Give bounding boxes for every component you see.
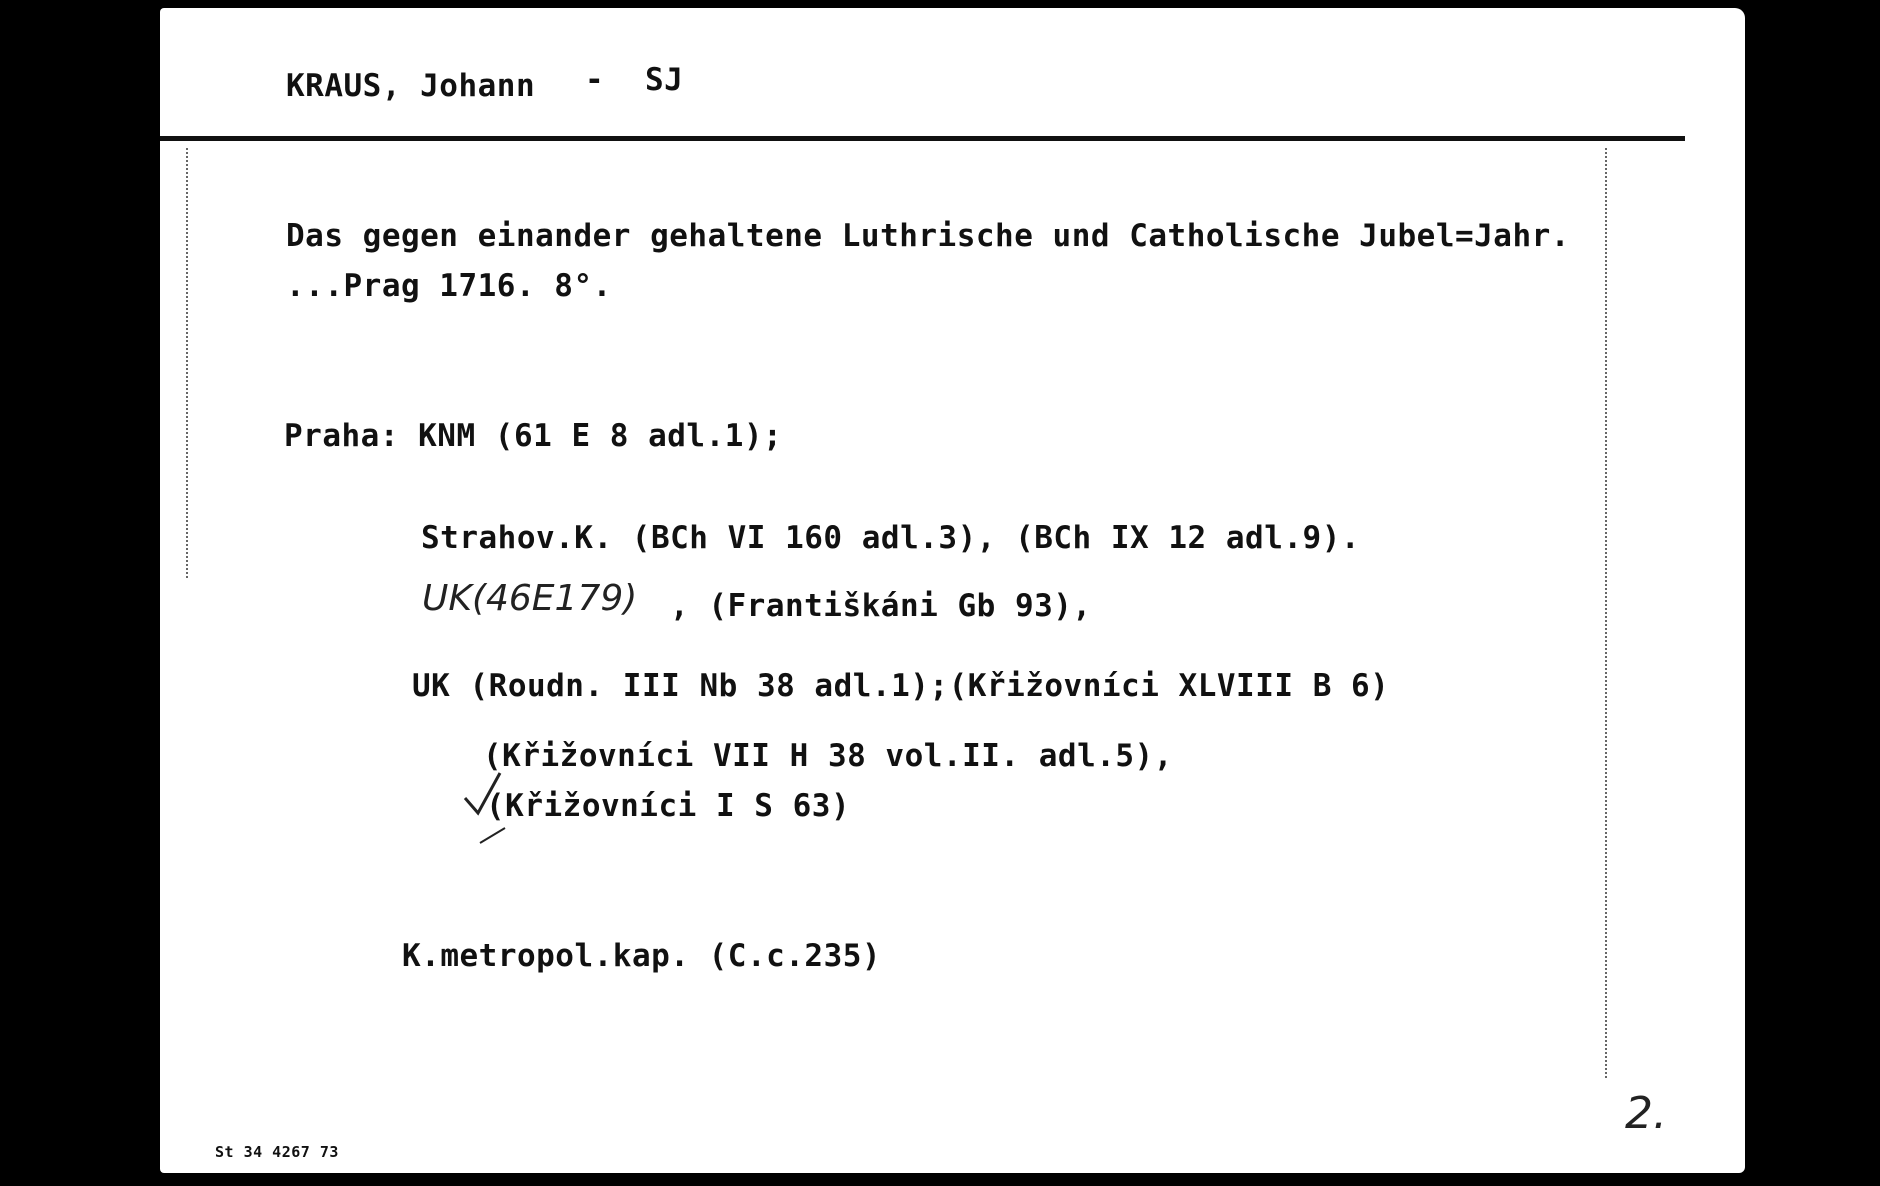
title-line-2: ...Prag 1716. 8°.: [286, 268, 612, 304]
order-label: SJ: [645, 62, 684, 98]
catalog-card: [160, 8, 1745, 1173]
holdings-metropol: K.metropol.kap. (C.c.235): [402, 938, 882, 974]
holdings-krizovnici-2: (Křižovníci I S 63): [486, 788, 851, 824]
holdings-praha: Praha: KNM (61 E 8 adl.1);: [284, 418, 783, 454]
title-line-1: Das gegen einander gehaltene Luthrische und Catholische Jubel=Jahr.: [286, 218, 1570, 254]
footer-code: St 34 4267 73: [215, 1143, 339, 1161]
page-number: 2.: [1625, 1088, 1667, 1139]
left-margin-line: [186, 148, 188, 578]
handwritten-uk-shelfmark: UK(46E179): [422, 578, 638, 619]
holdings-krizovnici-1: (Křižovníci VII H 38 vol.II. adl.5),: [483, 738, 1173, 774]
author-heading: KRAUS, Johann: [286, 68, 536, 104]
heading-dash: -: [585, 62, 605, 98]
holdings-roudnice: UK (Roudn. III Nb 38 adl.1);(Křižovníci XLVIII B 6): [412, 668, 1390, 704]
heading-rule: [160, 136, 1685, 141]
holdings-strahov: Strahov.K. (BCh VI 160 adl.3), (BCh IX 12 adl.9).: [421, 520, 1361, 556]
check-mark-icon: [460, 768, 520, 848]
holdings-frantiskani: , (Františkáni Gb 93),: [670, 588, 1092, 624]
right-margin-line: [1605, 148, 1607, 1078]
